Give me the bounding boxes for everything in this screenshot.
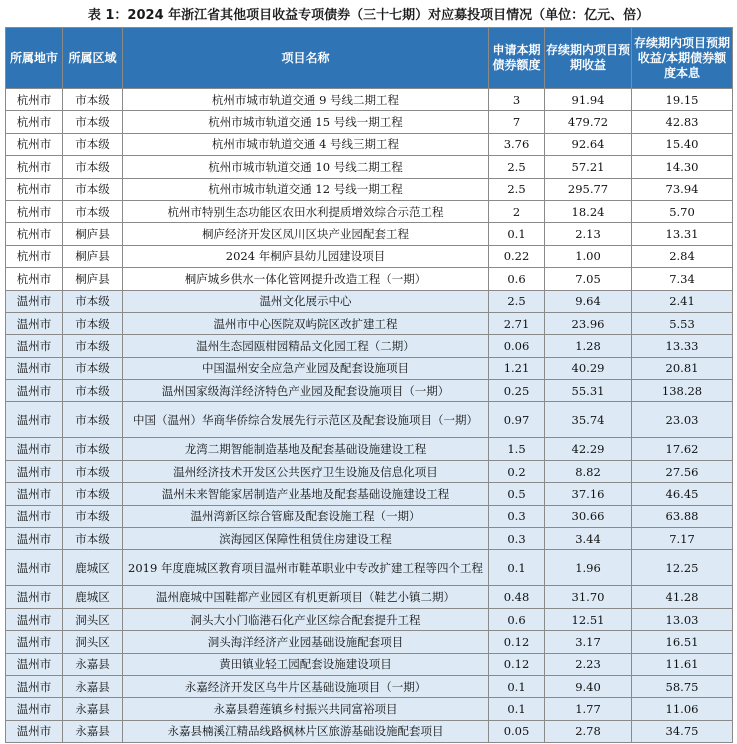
ratio-cell: 58.75	[632, 675, 733, 697]
amount-cell: 7	[489, 111, 545, 133]
header-project: 项目名称	[123, 28, 489, 89]
city-cell: 温州市	[6, 550, 63, 586]
city-cell: 温州市	[6, 505, 63, 527]
project-name-cell: 温州湾新区综合管廊及配套设施工程（一期）	[123, 505, 489, 527]
header-ratio: 存续期内项目预期收益/本期债券额度本息	[632, 28, 733, 89]
header-row	[6, 28, 733, 89]
district-cell: 市本级	[63, 335, 123, 357]
project-name-cell: 桐庐经济开发区凤川区块产业园配套工程	[123, 223, 489, 245]
project-name-cell: 杭州市城市轨道交通 12 号线一期工程	[123, 178, 489, 200]
income-cell: 35.74	[545, 402, 632, 438]
income-cell: 2.13	[545, 223, 632, 245]
amount-cell: 1.5	[489, 438, 545, 460]
amount-cell: 0.6	[489, 268, 545, 290]
project-name-cell: 温州经济技术开发区公共医疗卫生设施及信息化项目	[123, 460, 489, 482]
income-cell: 18.24	[545, 200, 632, 222]
district-cell: 永嘉县	[63, 720, 123, 742]
income-cell: 91.94	[545, 89, 632, 111]
income-cell: 2.23	[545, 653, 632, 675]
city-cell: 温州市	[6, 675, 63, 697]
table-body	[6, 89, 733, 743]
district-cell: 市本级	[63, 483, 123, 505]
amount-cell: 0.1	[489, 223, 545, 245]
district-cell: 市本级	[63, 438, 123, 460]
table-row	[6, 483, 733, 505]
income-cell: 1.77	[545, 698, 632, 720]
table-row	[6, 438, 733, 460]
city-cell: 温州市	[6, 357, 63, 379]
amount-cell: 0.3	[489, 505, 545, 527]
project-table	[5, 27, 733, 743]
table-row	[6, 505, 733, 527]
amount-cell: 0.1	[489, 698, 545, 720]
amount-cell: 0.1	[489, 550, 545, 586]
ratio-cell: 11.06	[632, 698, 733, 720]
district-cell: 洞头区	[63, 631, 123, 653]
city-cell: 温州市	[6, 653, 63, 675]
project-name-cell: 杭州市城市轨道交通 15 号线一期工程	[123, 111, 489, 133]
amount-cell: 2.71	[489, 312, 545, 334]
ratio-cell: 5.70	[632, 200, 733, 222]
city-cell: 温州市	[6, 698, 63, 720]
district-cell: 市本级	[63, 460, 123, 482]
district-cell: 市本级	[63, 312, 123, 334]
city-cell: 温州市	[6, 335, 63, 357]
amount-cell: 0.2	[489, 460, 545, 482]
city-cell: 温州市	[6, 460, 63, 482]
project-name-cell: 温州未来智能家居制造产业基地及配套基础设施建设工程	[123, 483, 489, 505]
district-cell: 洞头区	[63, 608, 123, 630]
project-name-cell: 2024 年桐庐县幼儿园建设项目	[123, 245, 489, 267]
ratio-cell: 13.31	[632, 223, 733, 245]
city-cell: 杭州市	[6, 268, 63, 290]
table-row	[6, 178, 733, 200]
income-cell: 57.21	[545, 156, 632, 178]
project-name-cell: 黄田镇业轻工园配套设施建设项目	[123, 653, 489, 675]
income-cell: 42.29	[545, 438, 632, 460]
city-cell: 杭州市	[6, 178, 63, 200]
table-row	[6, 586, 733, 608]
income-cell: 295.77	[545, 178, 632, 200]
project-name-cell: 中国温州安全应急产业园及配套设施项目	[123, 357, 489, 379]
amount-cell: 2.5	[489, 156, 545, 178]
district-cell: 市本级	[63, 290, 123, 312]
ratio-cell: 2.41	[632, 290, 733, 312]
income-cell: 92.64	[545, 133, 632, 155]
amount-cell: 2.5	[489, 178, 545, 200]
ratio-cell: 27.56	[632, 460, 733, 482]
district-cell: 市本级	[63, 111, 123, 133]
table-row	[6, 111, 733, 133]
project-name-cell: 温州市中心医院双屿院区改扩建工程	[123, 312, 489, 334]
table-row	[6, 550, 733, 586]
city-cell: 温州市	[6, 380, 63, 402]
income-cell: 2.78	[545, 720, 632, 742]
city-cell: 杭州市	[6, 223, 63, 245]
ratio-cell: 20.81	[632, 357, 733, 379]
city-cell: 温州市	[6, 528, 63, 550]
city-cell: 杭州市	[6, 200, 63, 222]
income-cell: 1.96	[545, 550, 632, 586]
ratio-cell: 138.28	[632, 380, 733, 402]
ratio-cell: 5.53	[632, 312, 733, 334]
project-name-cell: 洞头大小门临港石化产业区综合配套提升工程	[123, 608, 489, 630]
district-cell: 市本级	[63, 402, 123, 438]
amount-cell: 0.06	[489, 335, 545, 357]
ratio-cell: 16.51	[632, 631, 733, 653]
income-cell: 9.64	[545, 290, 632, 312]
amount-cell: 3	[489, 89, 545, 111]
project-name-cell: 杭州市城市轨道交通 10 号线二期工程	[123, 156, 489, 178]
district-cell: 永嘉县	[63, 653, 123, 675]
amount-cell: 0.22	[489, 245, 545, 267]
amount-cell: 2.5	[489, 290, 545, 312]
income-cell: 7.05	[545, 268, 632, 290]
district-cell: 市本级	[63, 528, 123, 550]
header-amount: 申请本期债券额度	[489, 28, 545, 89]
amount-cell: 1.21	[489, 357, 545, 379]
table-row	[6, 380, 733, 402]
district-cell: 市本级	[63, 200, 123, 222]
income-cell: 12.51	[545, 608, 632, 630]
header-income: 存续期内项目预期收益	[545, 28, 632, 89]
income-cell: 1.00	[545, 245, 632, 267]
district-cell: 永嘉县	[63, 698, 123, 720]
amount-cell: 0.05	[489, 720, 545, 742]
ratio-cell: 23.03	[632, 402, 733, 438]
district-cell: 桐庐县	[63, 268, 123, 290]
table-row	[6, 268, 733, 290]
district-cell: 市本级	[63, 133, 123, 155]
income-cell: 37.16	[545, 483, 632, 505]
ratio-cell: 7.34	[632, 268, 733, 290]
city-cell: 温州市	[6, 586, 63, 608]
project-name-cell: 桐庐城乡供水一体化管网提升改造工程（一期）	[123, 268, 489, 290]
amount-cell: 0.97	[489, 402, 545, 438]
header-district: 所属区域	[63, 28, 123, 89]
table-row	[6, 608, 733, 630]
income-cell: 31.70	[545, 586, 632, 608]
ratio-cell: 13.33	[632, 335, 733, 357]
table-row	[6, 200, 733, 222]
ratio-cell: 7.17	[632, 528, 733, 550]
city-cell: 温州市	[6, 312, 63, 334]
project-name-cell: 中国（温州）华商华侨综合发展先行示范区及配套设施项目（一期）	[123, 402, 489, 438]
city-cell: 温州市	[6, 631, 63, 653]
city-cell: 温州市	[6, 483, 63, 505]
table-row	[6, 223, 733, 245]
amount-cell: 0.6	[489, 608, 545, 630]
income-cell: 30.66	[545, 505, 632, 527]
ratio-cell: 34.75	[632, 720, 733, 742]
ratio-cell: 2.84	[632, 245, 733, 267]
ratio-cell: 11.61	[632, 653, 733, 675]
ratio-cell: 14.30	[632, 156, 733, 178]
amount-cell: 2	[489, 200, 545, 222]
table-row	[6, 290, 733, 312]
table-row	[6, 528, 733, 550]
table-row	[6, 720, 733, 742]
district-cell: 市本级	[63, 178, 123, 200]
ratio-cell: 15.40	[632, 133, 733, 155]
district-cell: 永嘉县	[63, 675, 123, 697]
city-cell: 杭州市	[6, 89, 63, 111]
project-name-cell: 2019 年度鹿城区教育项目温州市鞋革职业中专改扩建工程等四个工程	[123, 550, 489, 586]
district-cell: 市本级	[63, 89, 123, 111]
amount-cell: 0.3	[489, 528, 545, 550]
header-city: 所属地市	[6, 28, 63, 89]
project-name-cell: 杭州市特别生态功能区农田水利提质增效综合示范工程	[123, 200, 489, 222]
district-cell: 鹿城区	[63, 586, 123, 608]
table-row	[6, 335, 733, 357]
income-cell: 3.44	[545, 528, 632, 550]
project-name-cell: 永嘉县碧莲镇乡村振兴共同富裕项目	[123, 698, 489, 720]
table-row	[6, 89, 733, 111]
district-cell: 市本级	[63, 505, 123, 527]
ratio-cell: 63.88	[632, 505, 733, 527]
amount-cell: 0.12	[489, 631, 545, 653]
district-cell: 市本级	[63, 357, 123, 379]
project-name-cell: 滨海园区保障性租赁住房建设工程	[123, 528, 489, 550]
project-name-cell: 龙湾二期智能制造基地及配套基础设施建设工程	[123, 438, 489, 460]
city-cell: 温州市	[6, 290, 63, 312]
project-name-cell: 洞头海洋经济产业园基础设施配套项目	[123, 631, 489, 653]
ratio-cell: 46.45	[632, 483, 733, 505]
city-cell: 杭州市	[6, 156, 63, 178]
amount-cell: 0.25	[489, 380, 545, 402]
table-row	[6, 402, 733, 438]
table-row	[6, 133, 733, 155]
income-cell: 479.72	[545, 111, 632, 133]
ratio-cell: 42.83	[632, 111, 733, 133]
table-row	[6, 460, 733, 482]
project-name-cell: 永嘉经济开发区乌牛片区基础设施项目（一期）	[123, 675, 489, 697]
amount-cell: 0.1	[489, 675, 545, 697]
project-name-cell: 温州生态园瓯柑园精品文化园工程（二期）	[123, 335, 489, 357]
city-cell: 温州市	[6, 608, 63, 630]
project-name-cell: 温州文化展示中心	[123, 290, 489, 312]
city-cell: 杭州市	[6, 245, 63, 267]
district-cell: 桐庐县	[63, 245, 123, 267]
income-cell: 1.28	[545, 335, 632, 357]
city-cell: 杭州市	[6, 133, 63, 155]
city-cell: 杭州市	[6, 111, 63, 133]
city-cell: 温州市	[6, 402, 63, 438]
project-name-cell: 杭州市城市轨道交通 4 号线三期工程	[123, 133, 489, 155]
table-title: 表 1：2024 年浙江省其他项目收益专项债券（三十七期）对应募投项目情况（单位：亿元、倍）	[87, 8, 650, 23]
income-cell: 55.31	[545, 380, 632, 402]
amount-cell: 0.12	[489, 653, 545, 675]
income-cell: 23.96	[545, 312, 632, 334]
ratio-cell: 19.15	[632, 89, 733, 111]
city-cell: 温州市	[6, 720, 63, 742]
amount-cell: 0.48	[489, 586, 545, 608]
project-name-cell: 温州鹿城中国鞋都产业园区有机更新项目（鞋艺小镇二期）	[123, 586, 489, 608]
ratio-cell: 41.28	[632, 586, 733, 608]
table-row	[6, 312, 733, 334]
income-cell: 3.17	[545, 631, 632, 653]
table-row	[6, 675, 733, 697]
project-name-cell: 杭州市城市轨道交通 9 号线二期工程	[123, 89, 489, 111]
district-cell: 鹿城区	[63, 550, 123, 586]
amount-cell: 0.5	[489, 483, 545, 505]
ratio-cell: 12.25	[632, 550, 733, 586]
table-row	[6, 698, 733, 720]
table-row	[6, 156, 733, 178]
city-cell: 温州市	[6, 438, 63, 460]
table-row	[6, 653, 733, 675]
income-cell: 40.29	[545, 357, 632, 379]
income-cell: 8.82	[545, 460, 632, 482]
table-row	[6, 357, 733, 379]
project-name-cell: 温州国家级海洋经济特色产业园及配套设施项目（一期）	[123, 380, 489, 402]
district-cell: 桐庐县	[63, 223, 123, 245]
table-row	[6, 245, 733, 267]
project-name-cell: 永嘉县楠溪江精品线路枫林片区旅游基础设施配套项目	[123, 720, 489, 742]
table-row	[6, 631, 733, 653]
district-cell: 市本级	[63, 380, 123, 402]
income-cell: 9.40	[545, 675, 632, 697]
ratio-cell: 13.03	[632, 608, 733, 630]
ratio-cell: 73.94	[632, 178, 733, 200]
district-cell: 市本级	[63, 156, 123, 178]
amount-cell: 3.76	[489, 133, 545, 155]
ratio-cell: 17.62	[632, 438, 733, 460]
